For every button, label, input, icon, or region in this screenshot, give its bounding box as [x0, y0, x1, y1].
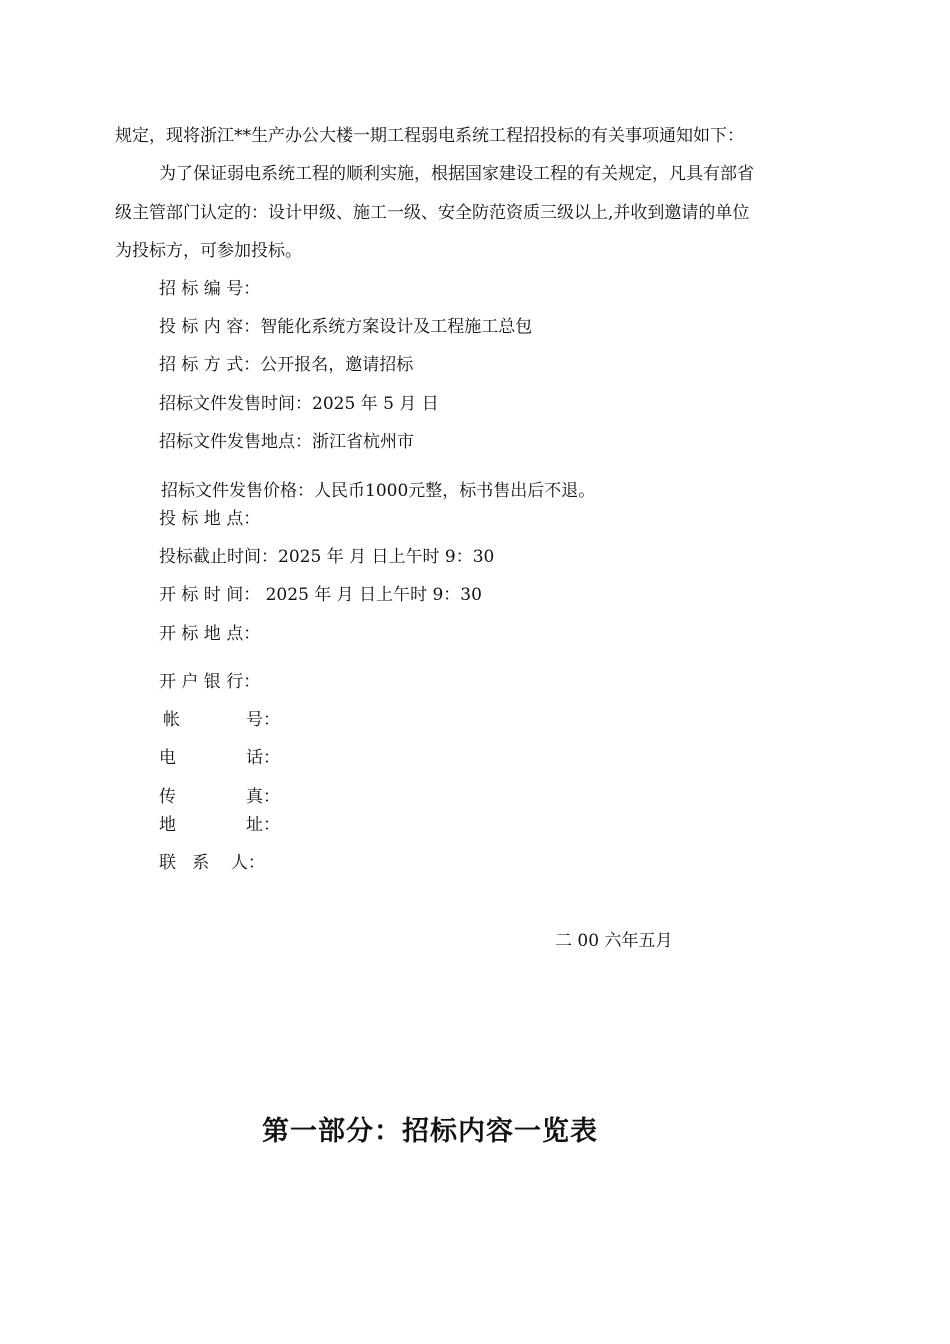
field-address-label: 地 — [159, 815, 176, 835]
field-open-place: 开 标 地 点： — [159, 624, 261, 644]
field-contact: 联 系 人： — [159, 853, 265, 873]
eligibility-paragraph-line-2: 级主管部门认定的：设计甲级、施工一级、安全防范资质三级以上,并收到邀请的单位 — [115, 203, 750, 223]
field-bid-content: 投 标 内 容：智能化系统方案设计及工程施工总包 — [159, 317, 533, 337]
field-phone-label: 电 — [159, 748, 176, 768]
field-bid-method: 招 标 方 式：公开报名，邀请招标 — [159, 355, 414, 375]
field-deadline: 投标截止时间：2025 年 月 日上午时 9：30 — [159, 547, 495, 567]
field-account-suffix: 号： — [246, 710, 280, 730]
field-bid-number: 招 标 编 号： — [159, 279, 261, 299]
field-account — [163, 710, 280, 730]
intro-paragraph: 规定，现将浙江**生产办公大楼一期工程弱电系统工程招投标的有关事项通知如下： — [115, 126, 744, 146]
field-open-time: 开 标 时 间： 2025 年 月 日上午时 9：30 — [159, 585, 482, 605]
field-phone-suffix: 话： — [246, 748, 280, 768]
field-address — [159, 815, 280, 835]
field-fax-suffix: 真： — [246, 787, 280, 807]
eligibility-paragraph-line-1: 为了保证弱电系统工程的顺利实施，根据国家建设工程的有关规定，凡具有部省 — [159, 164, 754, 184]
field-phone — [159, 748, 280, 768]
field-bid-place: 投 标 地 点： — [159, 509, 261, 529]
field-account-label: 帐 — [163, 710, 180, 730]
field-bank: 开 户 银 行： — [159, 672, 261, 692]
field-sale-price: 招标文件发售价格：人民币1000元整，标书售出后不退。 — [161, 481, 596, 501]
section-heading: 第一部分：招标内容一览表 — [262, 1116, 598, 1147]
eligibility-paragraph-line-3: 为投标方，可参加投标。 — [115, 241, 302, 261]
field-address-suffix: 址： — [246, 815, 280, 835]
field-fax — [159, 787, 280, 807]
field-sale-time: 招标文件发售时间：2025 年 5 月 日 — [159, 394, 439, 414]
field-sale-place: 招标文件发售地点：浙江省杭州市 — [159, 432, 414, 452]
document-date: 二 00 六年五月 — [555, 931, 673, 951]
field-fax-label: 传 — [159, 787, 176, 807]
